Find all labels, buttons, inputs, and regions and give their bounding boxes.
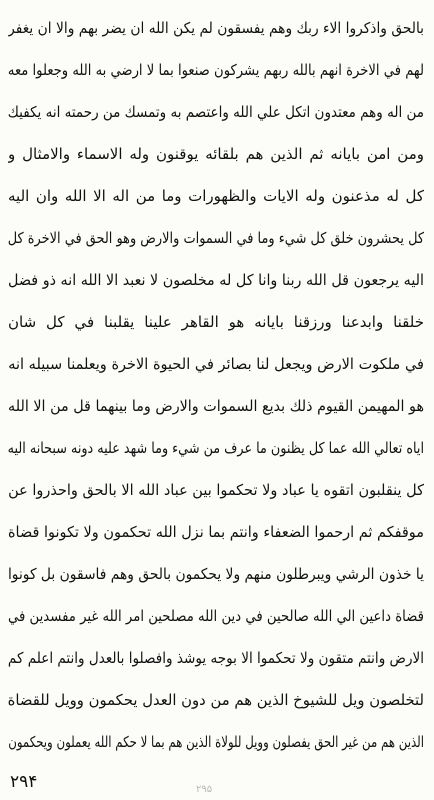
manuscript-line-7: اليه يرجعون قل الله ربنا وانا كل له مخلصون لا نعبد الا الله انه ذو فضل <box>8 271 424 289</box>
manuscript-line-18: الذين هم من غير الحق يفصلون وويل للولاة الذين هم بما لا حكم الله يعملون ويحكمون <box>8 733 424 751</box>
page-number: ۲۹۴ <box>10 772 38 792</box>
manuscript-line-2: لهم في الاخرة انهم بالله ربهم يشركون صنعوا بما لا ارضي به الله وجعلوا معه <box>7 61 424 79</box>
manuscript-text-block <box>6 6 428 766</box>
manuscript-line-8: خلقنا وابدعنا ورزقنا بايانه هو القاهر علينا يقلبنا في كل شان <box>8 313 424 331</box>
manuscript-line-17: لتخلصون ويل للشيوخ الذين هم من دون العدل يحكمون وويل للقضاة <box>7 691 424 709</box>
manuscript-line-1: بالحق واذكروا الاء ربك وهم يفسقون لم يكن الله ان يضر بهم والا ان يغفر <box>8 19 424 37</box>
manuscript-line-15: قضاة داعين الي الله صالحين في دين الله مصلحين امر الله غير مفسدين في <box>8 607 424 625</box>
manuscript-line-11: اياه تعالي الله عما كل يظنون ما عرف من شيء وما شهد عليه دونه سبحانه اليه <box>7 439 424 457</box>
manuscript-line-6: كل يحشرون خلق كل شيء وما في السموات والارض وهو الحق في الاخرة كل <box>8 229 424 247</box>
manuscript-line-3: من اله وهم معتدون اتكل علي الله واعتصم به وتمسك من رحمته انه يكفيك <box>8 103 424 121</box>
manuscript-line-4: ومن امن بايانه ثم الذين هم بلقائه يوقنون وله الاسماء والامثال و <box>8 145 424 163</box>
manuscript-line-9: في ملكوت الارض ويجعل لنا بصائر في الحيوة الاخرة ويعلمنا سبيله انه <box>8 355 424 373</box>
manuscript-line-12: كل ينقلبون اتقوه يا عباد ولا تحكموا بين عباد الله الا بالحق واحذروا عن <box>8 481 424 499</box>
manuscript-line-13: موقفكم ثم ارحموا الضعفاء وانتم بما نزل الله تحكمون ولا تكونوا قضاة <box>7 523 424 541</box>
manuscript-line-16: الارض وانتم متقون ولا تحكموا الا بوجه يوشذ وافصلوا بالعدل وانتم اعلم كم <box>8 649 424 667</box>
manuscript-line-10: هو المهيمن القيوم ذلك بديع السموات والارض وما بينهما قل من الا الله <box>8 397 424 415</box>
faint-stamp-mark: ۲۹۵ <box>196 784 213 795</box>
manuscript-line-14: يا خذون الرشي ويبرطلون منهم ولا يحكمون بالحق وهم فاسقون بل كونوا <box>8 565 424 583</box>
manuscript-line-5: كل له مذعنون وله الايات والظهورات وما من اله الا الله وان اليه <box>8 187 424 205</box>
